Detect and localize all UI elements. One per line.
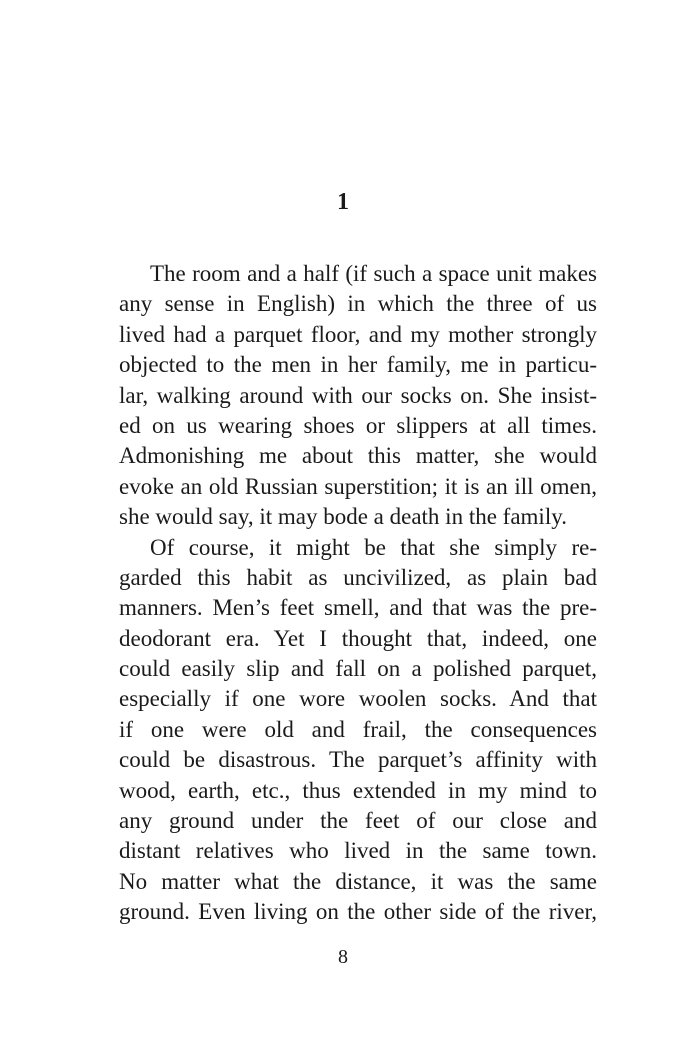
text-line: evoke an old Russian superstition; it is an ill omen, xyxy=(119,473,597,499)
paragraph-2 xyxy=(88,533,597,928)
text-line: any ground under the feet of our close and xyxy=(119,808,597,834)
text-line: manners. Men’s feet smell, and that was the pre- xyxy=(119,595,597,621)
chapter-number: 1 xyxy=(337,189,349,215)
text-line: lived had a parquet floor, and my mother strongly xyxy=(119,321,597,347)
text-line: especially if one wore woolen socks. And that xyxy=(119,686,597,712)
text-line: The room and a half (if such a space unit makes xyxy=(150,261,597,286)
text-line: she would say, it may bode a death in the family. xyxy=(119,504,567,530)
text-line: objected to the men in her family, me in particu- xyxy=(119,352,597,378)
text-line: distant relatives who lived in the same town. xyxy=(119,838,597,864)
text-line: ground. Even living on the other side of the river, xyxy=(119,899,597,925)
text-line: deodorant era. Yet I thought that, indeed, one xyxy=(119,625,597,651)
text-line: garded this habit as uncivilized, as plain bad xyxy=(119,564,597,590)
text-line: ed on us wearing shoes or slippers at all times. xyxy=(119,412,597,438)
text-line: wood, earth, etc., thus extended in my mind to xyxy=(119,777,597,803)
text-line: lar, walking around with our socks on. She insist- xyxy=(119,382,597,408)
page-number: 8 xyxy=(338,946,348,968)
text-line: could easily slip and fall on a polished parquet, xyxy=(119,656,597,682)
text-line: Admonishing me about this matter, she would xyxy=(119,443,597,469)
text-line: any sense in English) in which the three of us xyxy=(119,291,597,317)
text-line: Of course, it might be that she simply re- xyxy=(150,534,597,560)
text-line: if one were old and frail, the consequences xyxy=(119,716,597,742)
text-line: could be disastrous. The parquet’s affinity with xyxy=(119,747,597,773)
paragraph-1 xyxy=(88,259,597,533)
text-line: No matter what the distance, it was the same xyxy=(119,868,597,894)
body-text xyxy=(88,259,597,928)
